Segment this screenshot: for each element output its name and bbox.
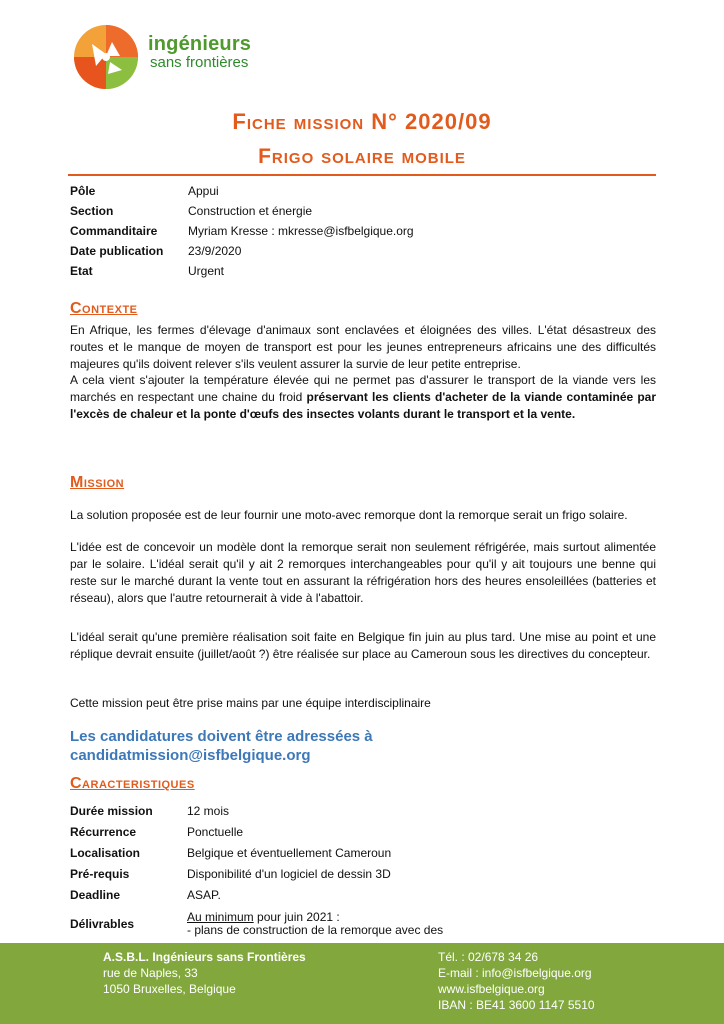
meta-value: Construction et énergie [188, 204, 313, 218]
carac-row [70, 884, 443, 905]
delivrables-line2: - plans de construction de la remorque avec des [187, 923, 444, 937]
meta-row [70, 181, 414, 201]
footer-email[interactable]: E-mail : info@isfbelgique.org [438, 966, 592, 980]
carac-key: Récurrence [70, 824, 137, 839]
carac-row [70, 842, 443, 863]
carac-row-delivrables [70, 905, 443, 939]
delivrables-rest: pour juin 2021 : [253, 910, 340, 924]
meta-key: Commanditaire [70, 224, 158, 238]
footer-city: 1050 Bruxelles, Belgique [103, 982, 236, 996]
mission-paragraph-4: Cette mission peut être prise mains par une équipe interdisciplinaire [70, 696, 431, 710]
isf-logo [66, 22, 146, 92]
footer-address [103, 949, 306, 997]
carac-value: ASAP. [187, 887, 221, 902]
document-title: Fiche mission N° 2020/09 [232, 109, 492, 134]
carac-value: Ponctuelle [187, 824, 244, 839]
logo-line2: sans frontières [150, 54, 249, 71]
meta-key: Pôle [70, 184, 96, 198]
document-subtitle: Frigo solaire mobile [258, 145, 466, 168]
contexte-p2-text: A cela vient s'ajouter la température élevée qui ne permet pas d'assurer le transport de la viande vers les marchés en respectant une chaine du froid [70, 373, 656, 404]
carac-key: Pré-requis [70, 866, 130, 881]
mission-heading: Mission [70, 474, 125, 491]
footer-street: rue de Naples, 33 [103, 966, 198, 980]
carac-value: Disponibilité d'un logiciel de dessin 3D [187, 866, 391, 881]
contexte-paragraph-1: En Afrique, les fermes d'élevage d'animaux sont enclavées et éloignées des villes. L'état désastreux des routes et le manque de moyen de transport est pour les jeunes entrepreneurs africains une des difficultés majeures qu'ils doivent relever s'ils veulent assurer la survie de leur petite entreprise. [70, 323, 656, 371]
caracteristiques-heading: Caracteristiques [70, 775, 195, 792]
mission-paragraph-1: La solution proposée est de leur fournir une moto-avec remorque dont la remorque serait un frigo solaire. [70, 508, 628, 522]
meta-key: Etat [70, 264, 93, 278]
carac-value: 12 mois [187, 803, 230, 818]
contact-line: Les candidatures doivent être adressées à [70, 728, 373, 745]
logo-line1: ingénieurs [148, 33, 252, 55]
title-divider [68, 174, 656, 176]
meta-value: Appui [188, 184, 219, 198]
carac-row [70, 800, 443, 821]
application-contact [70, 727, 373, 765]
mission-paragraph-3: L'idéal serait qu'une première réalisation soit faite en Belgique fin juin au plus tard. Une mise au point et une réplique devrait ensuite (juillet/août ?) être réalisée sur place au Cameroun sous les directives du concepteur. [70, 630, 656, 661]
footer-web[interactable]: www.isfbelgique.org [438, 982, 545, 996]
contact-email-link[interactable]: candidatmission@isfbelgique.org [70, 747, 311, 764]
contexte-p2-bold: préservant les clients d'acheter de la viande contaminée par l'excès de chaleur et la ponte d'œufs des insectes volants durant le transport et la vente. [70, 390, 656, 421]
meta-key: Date publication [70, 244, 164, 258]
carac-key: Localisation [70, 845, 141, 860]
footer-contact [438, 949, 595, 1013]
meta-value: 23/9/2020 [188, 244, 242, 258]
contexte-paragraph-2 [70, 372, 656, 423]
delivrables-underline: Au minimum [187, 910, 254, 924]
mission-paragraph-2: L'idée est de concevoir un modèle dont la remorque serait non seulement réfrigérée, mais surtout alimentée par le solaire. L'idéal serait qu'il y ait 2 remorques interchangeables pour qu'il y ait toujours une benne qui reste sur le marché durant la vente tout en assurant la réfrigération hors des heures ensoleillées (batteries et réseau), alors que l'autre retournerait à vide à l'abattoir. [70, 540, 656, 605]
carac-row [70, 863, 443, 884]
carac-key: Durée mission [70, 803, 153, 818]
footer-org: A.S.B.L. Ingénieurs sans Frontières [103, 950, 306, 964]
meta-row [70, 261, 414, 281]
page-footer [0, 943, 724, 1024]
meta-row [70, 241, 414, 261]
footer-iban: IBAN : BE41 3600 1147 5510 [438, 998, 595, 1012]
carac-value: Belgique et éventuellement Cameroun [187, 845, 392, 860]
logo-wordmark [148, 33, 251, 71]
meta-value: Myriam Kresse : mkresse@isfbelgique.org [188, 224, 414, 238]
footer-tel: Tél. : 02/678 34 26 [438, 950, 539, 964]
meta-value: Urgent [188, 264, 225, 278]
meta-table [70, 181, 414, 281]
carac-key: Deadline [70, 887, 121, 902]
contexte-heading: Contexte [70, 300, 138, 317]
carac-row [70, 821, 443, 842]
meta-row [70, 221, 414, 241]
meta-row [70, 201, 414, 221]
carac-key: Délivrables [70, 917, 135, 931]
caracteristiques-table [70, 800, 443, 939]
meta-key: Section [70, 204, 114, 218]
logo-icon [66, 22, 146, 92]
delivrables-value [187, 911, 443, 937]
